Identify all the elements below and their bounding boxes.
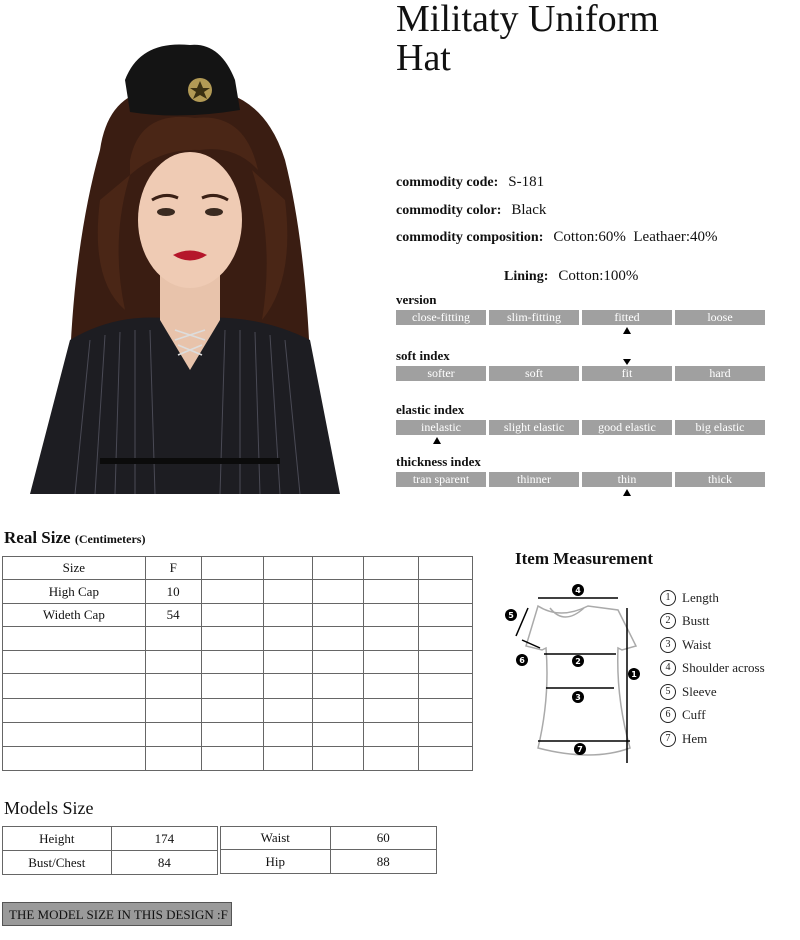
table-cell: Bust/Chest (3, 851, 112, 875)
selected-marker (623, 327, 631, 334)
table-cell: 84 (111, 851, 217, 875)
color-value: Black (511, 202, 547, 218)
table-row (3, 580, 473, 604)
selected-marker (433, 437, 441, 444)
table-cell (264, 604, 313, 627)
scale-title: elastic index (396, 402, 465, 417)
table-cell (264, 557, 313, 580)
scale-option: softer (396, 366, 486, 381)
table-row (3, 627, 473, 651)
scale-version (396, 292, 765, 325)
table-cell (264, 580, 313, 604)
table-cell: High Cap (3, 580, 146, 604)
scale-option: slight elastic (489, 420, 579, 435)
scale-thickness-index (396, 454, 765, 487)
svg-text:6: 6 (519, 656, 525, 665)
scale-elastic-index (396, 402, 765, 435)
scale-option: fit (582, 366, 672, 381)
scale-title: thickness index (396, 454, 481, 469)
table-cell (313, 604, 364, 627)
svg-text:4: 4 (575, 586, 581, 595)
svg-text:5: 5 (508, 611, 514, 620)
table-cell: 60 (330, 827, 436, 850)
table-row (3, 723, 473, 747)
scale-option: thick (675, 472, 765, 487)
scale-option: close-fitting (396, 310, 486, 325)
legend-item: 5 Sleeve (660, 680, 765, 704)
table-cell: 10 (145, 580, 201, 604)
real-size-title (4, 528, 145, 548)
scale-option: slim-fitting (489, 310, 579, 325)
scale-option: inelastic (396, 420, 486, 435)
table-cell: Height (3, 827, 112, 851)
scale-title: soft index (396, 348, 450, 363)
table-cell (419, 604, 473, 627)
models-size-table-right (220, 826, 437, 874)
table-cell (201, 580, 264, 604)
item-measurement-title: Item Measurement (515, 549, 654, 568)
table-row (3, 747, 473, 771)
table-cell: Size (3, 557, 146, 580)
real-size-table (2, 556, 473, 771)
table-cell (364, 604, 419, 627)
measurement-legend (660, 586, 765, 751)
table-cell: 88 (330, 850, 436, 874)
scale-option: hard (675, 366, 765, 381)
scale-option: tran sparent (396, 472, 486, 487)
table-cell (419, 580, 473, 604)
product-title-line2: Hat (396, 37, 451, 79)
legend-item: 7 Hem (660, 727, 765, 751)
table-cell: Hip (221, 850, 331, 874)
models-size-table-left (2, 826, 218, 875)
table-cell (364, 580, 419, 604)
scale-title: version (396, 292, 437, 307)
scale-option: good elastic (582, 420, 672, 435)
legend-item: 6 Cuff (660, 704, 765, 728)
table-row (3, 699, 473, 723)
product-title-line1: Militaty Uniform (396, 0, 659, 40)
table-cell (364, 557, 419, 580)
table-cell: 174 (111, 827, 217, 851)
product-title (396, 0, 659, 78)
selected-marker (623, 489, 631, 496)
composition-label: commodity composition: (396, 230, 544, 245)
table-cell: 54 (145, 604, 201, 627)
scale-option: thin (582, 472, 672, 487)
scale-option: loose (675, 310, 765, 325)
table-cell (201, 557, 264, 580)
legend-item: 2 Bustt (660, 610, 765, 634)
code-value: S-181 (508, 174, 545, 190)
legend-item: 4 Shoulder across (660, 657, 765, 681)
scale-option: thinner (489, 472, 579, 487)
color-label: commodity color: (396, 203, 502, 218)
legend-item: 3 Waist (660, 633, 765, 657)
svg-text:7: 7 (577, 745, 583, 754)
table-row (3, 674, 473, 699)
svg-text:1: 1 (631, 670, 637, 679)
models-size-title: Models Size (4, 798, 94, 818)
scale-option: soft (489, 366, 579, 381)
legend-item: 1 Length (660, 586, 765, 610)
real-size-heading: Real Size (4, 528, 71, 547)
commodity-code (396, 173, 544, 191)
lining-value: Cotton:100% (558, 268, 639, 284)
table-row (3, 604, 473, 627)
code-label: commodity code: (396, 175, 499, 190)
table-cell (201, 604, 264, 627)
scale-soft-index (396, 348, 765, 381)
composition-value: Cotton:60% Leathaer:40% (553, 229, 718, 245)
lining (504, 267, 638, 285)
product-photo (30, 40, 346, 494)
commodity-composition (396, 228, 718, 246)
svg-text:2: 2 (575, 657, 581, 666)
scale-option: fitted (582, 310, 672, 325)
table-header-row (3, 557, 473, 580)
table-cell (313, 557, 364, 580)
real-size-unit: (Centimeters) (74, 532, 146, 546)
table-cell (313, 580, 364, 604)
table-row (3, 851, 218, 875)
table-row (221, 850, 437, 874)
table-cell: F (145, 557, 201, 580)
table-row (3, 651, 473, 674)
table-cell (419, 557, 473, 580)
commodity-color (396, 201, 546, 219)
model-size-note: THE MODEL SIZE IN THIS DESIGN :F (2, 902, 232, 926)
table-cell: Wideth Cap (3, 604, 146, 627)
lining-label: Lining: (504, 269, 549, 284)
table-row (221, 827, 437, 850)
table-row (3, 827, 218, 851)
svg-text:3: 3 (575, 693, 581, 702)
garment-diagram (500, 578, 650, 773)
selected-marker (623, 359, 631, 365)
table-cell: Waist (221, 827, 331, 850)
scale-option: big elastic (675, 420, 765, 435)
